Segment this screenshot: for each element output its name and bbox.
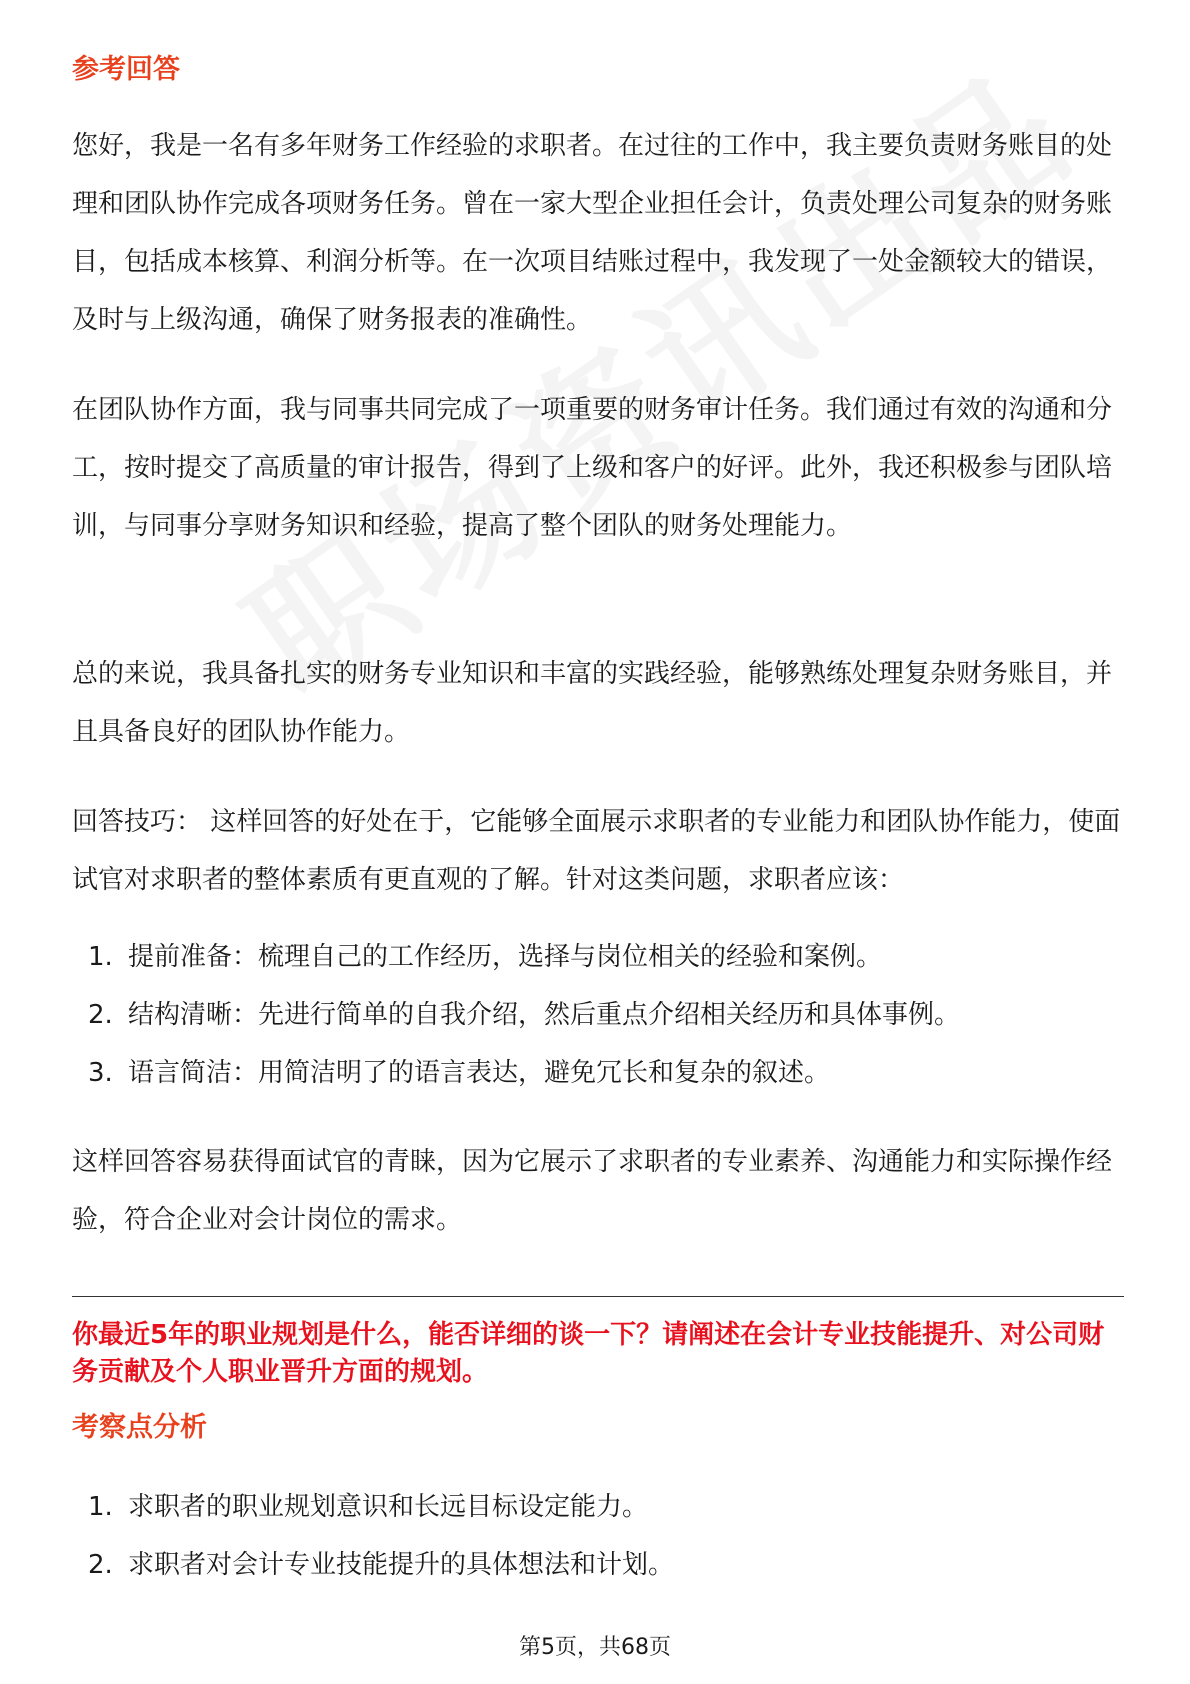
list-item bbox=[72, 1044, 960, 1102]
section-divider bbox=[72, 1296, 1124, 1297]
list-item-number: 2. bbox=[88, 1000, 113, 1030]
paragraph-intro: 您好，我是一名有多年财务工作经验的求职者。在过往的工作中，我主要负责财务账目的处理和团队协作完成各项财务任务。曾在一家大型企业担任会计，负责处理公司复杂的财务账目，包括成本核算、利润分析等。在一次项目结账过程中，我发现了一处金额较大的错误，及时与上级沟通，确保了财务报表的准确性。 bbox=[72, 131, 1113, 335]
page-number: 第5页，共68页 bbox=[519, 1635, 671, 1660]
interview-question: 你最近5年的职业规划是什么，能否详细的谈一下？请阐述在会计专业技能提升、对公司财务贡献及个人职业晋升方面的规划。 bbox=[72, 1320, 1105, 1387]
paragraph-teamwork: 在团队协作方面，我与同事共同完成了一项重要的财务审计任务。我们通过有效的沟通和分工，按时提交了高质量的审计报告，得到了上级和客户的好评。此外，我还积极参与团队培训，与同事分享财务知识和经验，提高了整个团队的财务处理能力。 bbox=[72, 395, 1113, 541]
section-heading-analysis: 考察点分析 bbox=[72, 1412, 207, 1443]
list-item-number: 3. bbox=[88, 1058, 113, 1088]
paragraph-summary: 总的来说，我具备扎实的财务专业知识和丰富的实践经验，能够熟练处理复杂财务账目，并且具备良好的团队协作能力。 bbox=[72, 659, 1113, 747]
list-item-number: 1. bbox=[88, 942, 113, 972]
list-item-text: 提前准备：梳理自己的工作经历，选择与岗位相关的经验和案例。 bbox=[128, 942, 883, 972]
list-item bbox=[72, 1536, 674, 1594]
list-item-number: 1. bbox=[88, 1492, 113, 1522]
tips-list bbox=[72, 928, 960, 1102]
paragraph-answer-tips: 回答技巧： 这样回答的好处在于，它能够全面展示求职者的专业能力和团队协作能力，使面试官对求职者的整体素质有更直观的了解。针对这类问题，求职者应该： bbox=[72, 807, 1121, 895]
list-item-number: 2. bbox=[88, 1550, 113, 1580]
list-item bbox=[72, 1478, 674, 1536]
list-item-text: 结构清晰：先进行简单的自我介绍，然后重点介绍相关经历和具体事例。 bbox=[128, 1000, 961, 1030]
list-item-text: 求职者的职业规划意识和长远目标设定能力。 bbox=[128, 1492, 649, 1522]
list-item-text: 语言简洁：用简洁明了的语言表达，避免冗长和复杂的叙述。 bbox=[128, 1058, 831, 1088]
list-item-text: 求职者对会计专业技能提升的具体想法和计划。 bbox=[128, 1550, 675, 1580]
section-heading-reference-answer: 参考回答 bbox=[72, 54, 180, 85]
paragraph-closing: 这样回答容易获得面试官的青睐，因为它展示了求职者的专业素养、沟通能力和实际操作经验，符合企业对会计岗位的需求。 bbox=[72, 1147, 1113, 1235]
list-item bbox=[72, 928, 960, 986]
analysis-points-list bbox=[72, 1478, 674, 1594]
list-item bbox=[72, 986, 960, 1044]
